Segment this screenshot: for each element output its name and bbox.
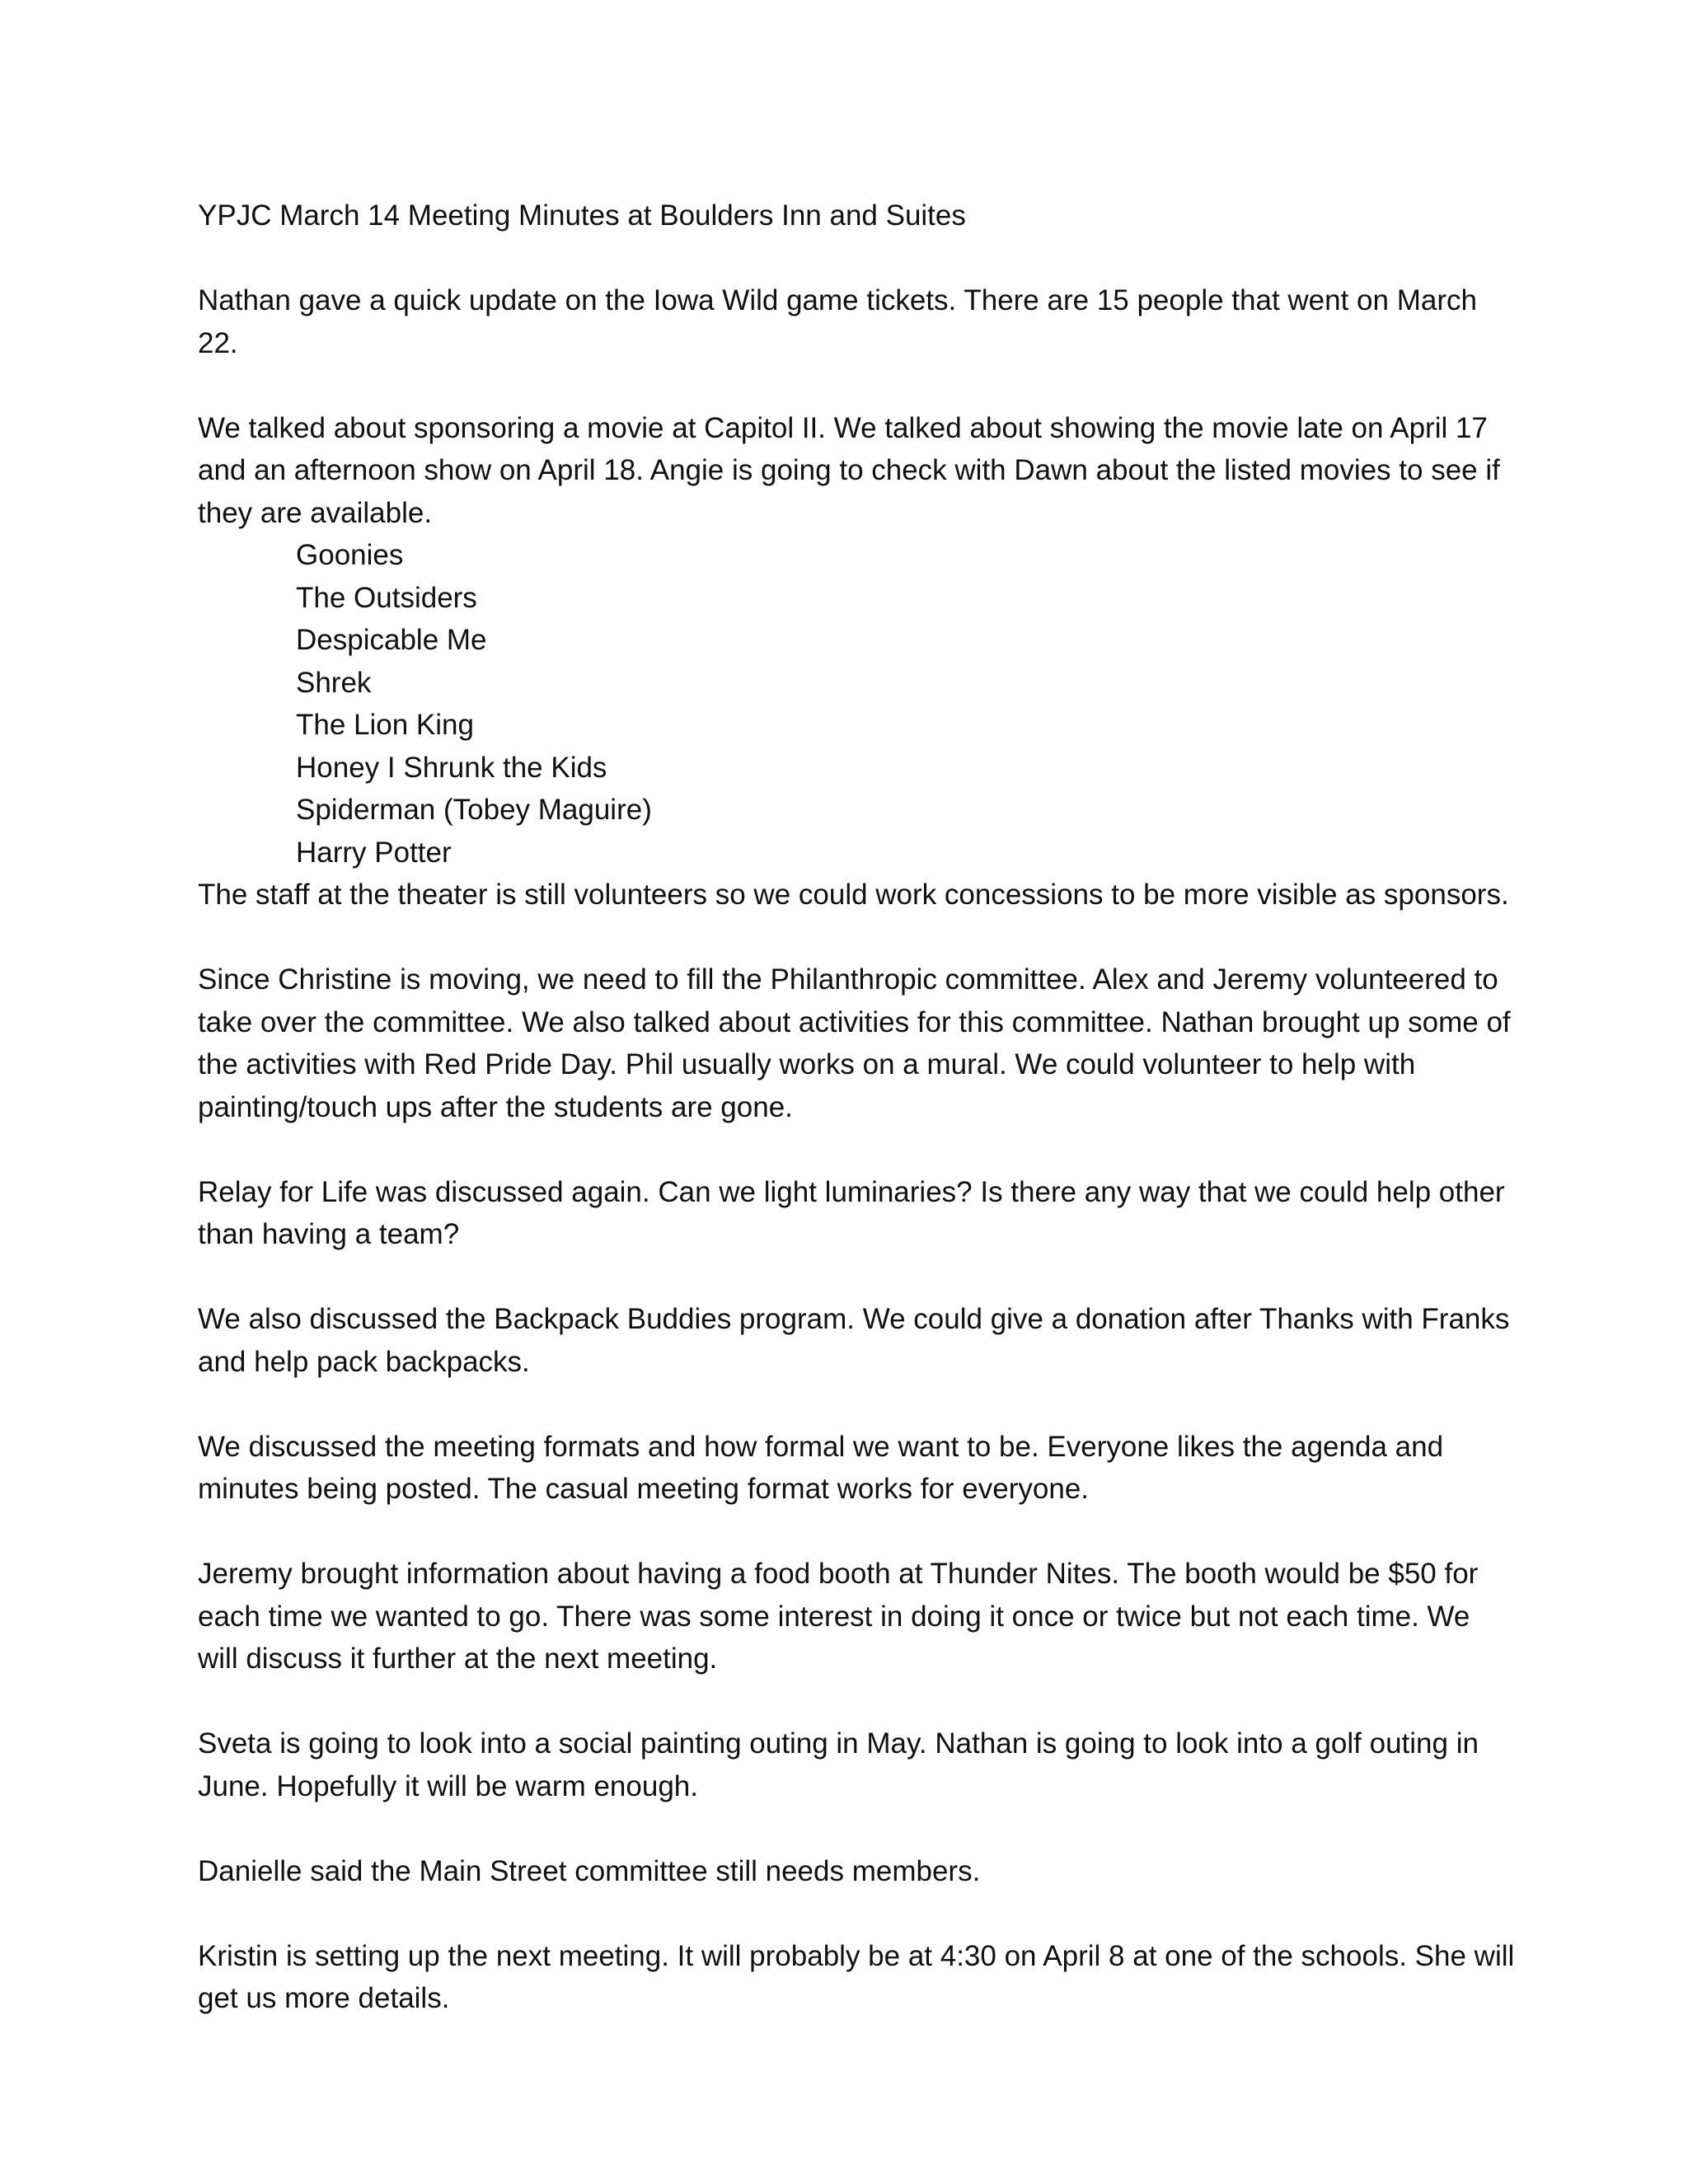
movie-item: Honey I Shrunk the Kids — [296, 751, 607, 784]
movie-list — [198, 534, 1517, 874]
paragraph-philanthropic: Since Christine is moving, we need to fill the Philanthropic committee. Alex and Jeremy volunteered to take over the committee. We also talked about activities for this committee. Nathan brought up some of the activities with Red Pride Day. Phil usually works on a mural. We could volunteer to help with painting/touch ups after the students are gone. — [198, 963, 1511, 1123]
paragraph-movie: We talked about sponsoring a movie at Capitol II. We talked about showing the movie late on April 17 and an afternoon show on April 18. Angie is going to check with Dawn about the listed movies to see if they are available. — [198, 411, 1500, 529]
paragraph-iowa-wild: Nathan gave a quick update on the Iowa Wild game tickets. There are 15 people that went on March 22. — [198, 284, 1477, 359]
paragraph-thunder: Jeremy brought information about having a food booth at Thunder Nites. The booth would be $50 for each time we wanted to go. There was some interest in doing it once or twice but not each time. We will discuss it further at the next meeting. — [198, 1558, 1479, 1675]
document-body — [198, 194, 1517, 2062]
movie-item: Goonies — [296, 539, 404, 571]
movie-item: Harry Potter — [296, 836, 452, 869]
movie-item: The Outsiders — [296, 581, 477, 614]
movie-item: Spiderman (Tobey Maguire) — [296, 794, 652, 826]
document-title: YPJC March 14 Meeting Minutes at Boulders Inn and Suites — [198, 199, 966, 232]
paragraph-main-street: Danielle said the Main Street committee still needs members. — [198, 1854, 981, 1887]
paragraph-backpack: We also discussed the Backpack Buddies program. We could give a donation after Thanks with Franks and help pack backpacks. — [198, 1303, 1510, 1378]
paragraph-relay: Relay for Life was discussed again. Can we light luminaries? Is there any way that we could help other than having a team? — [198, 1175, 1505, 1250]
paragraph-staff: The staff at the theater is still volunteers so we could work concessions to be more visible as sponsors. — [198, 879, 1509, 911]
paragraph-formats: We discussed the meeting formats and how formal we want to be. Everyone likes the agenda and minutes being posted. The casual meeting format works for everyone. — [198, 1430, 1444, 1505]
paragraph-next-meeting: Kristin is setting up the next meeting. It will probably be at 4:30 on April 8 at one of the schools. She will get us more details. — [198, 1939, 1515, 2014]
movie-item: The Lion King — [296, 709, 474, 741]
movie-item: Shrek — [296, 666, 372, 699]
movie-item: Despicable Me — [296, 624, 487, 656]
paragraph-outings: Sveta is going to look into a social painting outing in May. Nathan is going to look into a golf outing in June. Hopefully it will be warm enough. — [198, 1727, 1479, 1802]
